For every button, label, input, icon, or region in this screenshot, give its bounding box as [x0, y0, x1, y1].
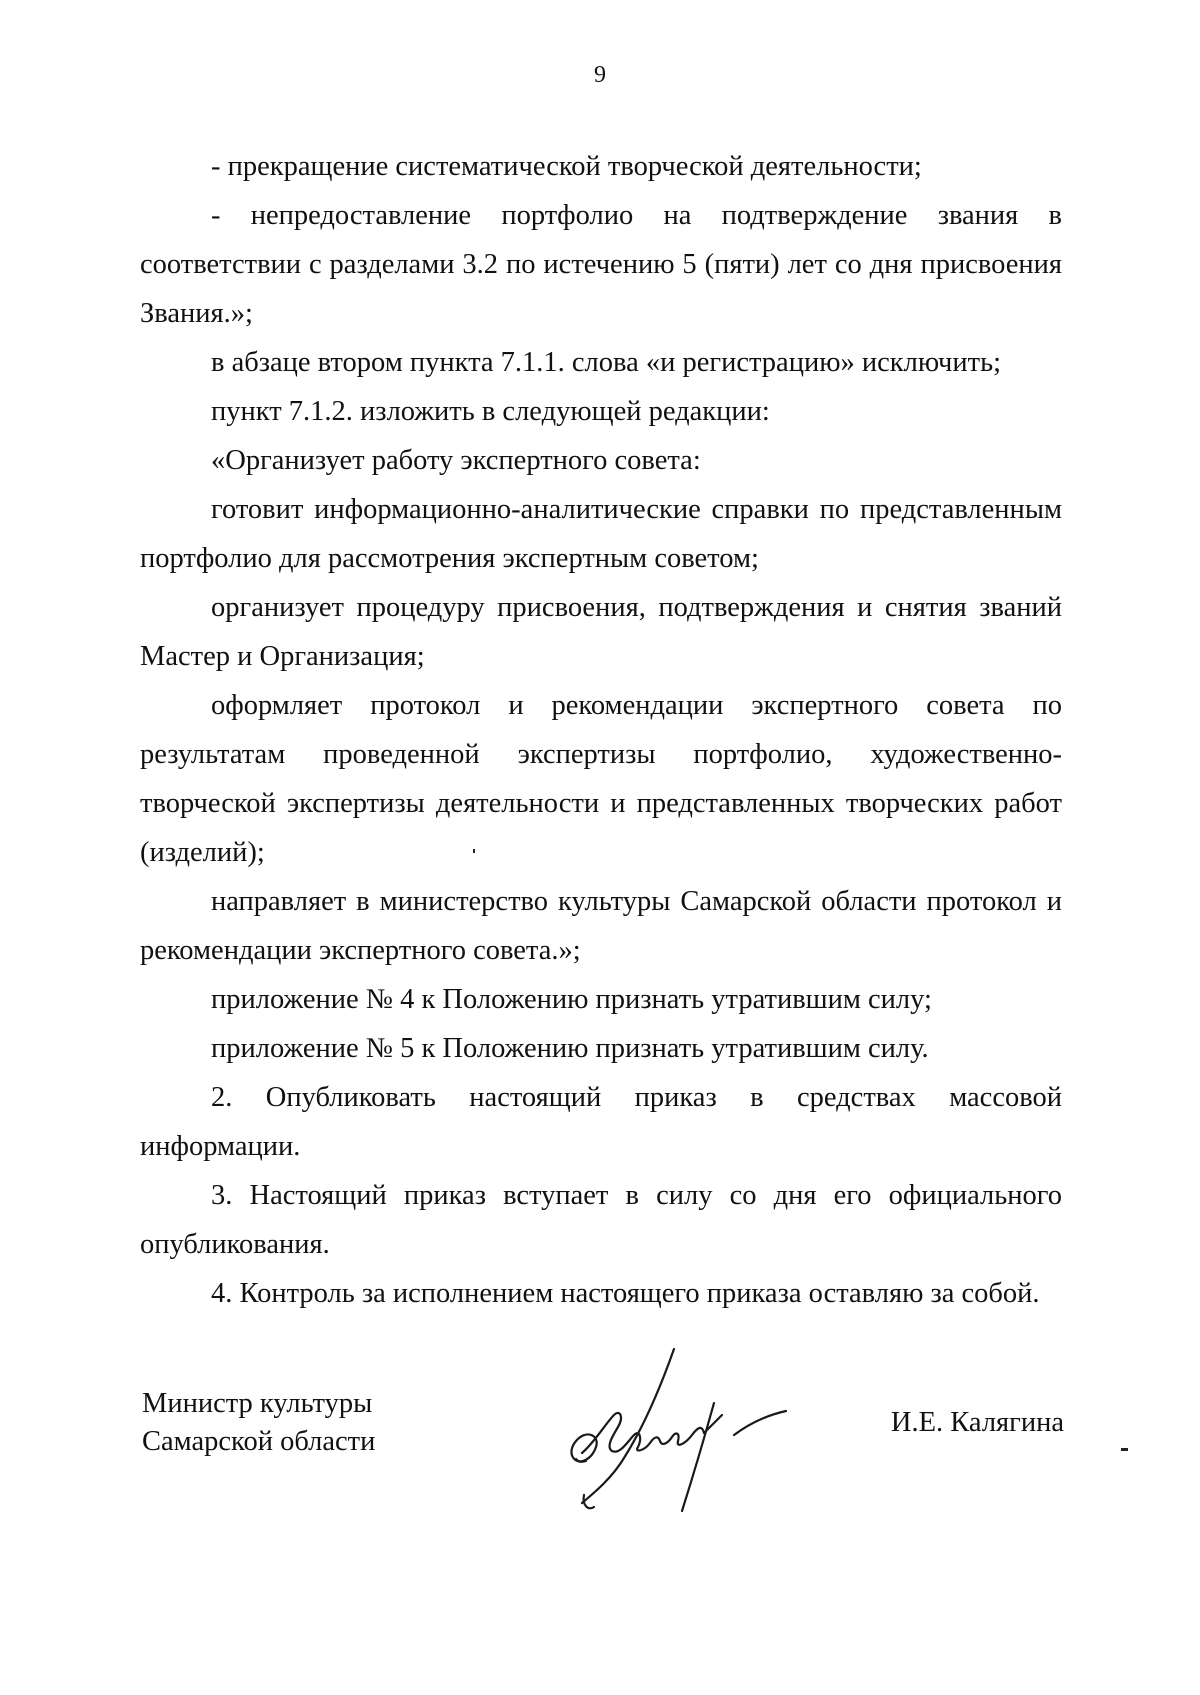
paragraph: 4. Контроль за исполнением настоящего приказа оставляю за собой.: [211, 1278, 1040, 1309]
paragraph: приложение № 4 к Положению признать утратившим силу;: [211, 984, 932, 1015]
signer-name: И.Е. Калягина: [890, 1407, 1064, 1438]
signer-title-line: Самарской области: [142, 1426, 376, 1457]
document-body: [140, 142, 1062, 1318]
page-number: 9: [594, 62, 606, 88]
paragraph: приложение № 5 к Положению признать утратившим силу.: [211, 1033, 929, 1064]
signature-block: [140, 1385, 1062, 1585]
paragraph: направляет в министерство культуры Самарской области протокол и рекомендации экспертного совета.»;: [140, 886, 1062, 966]
paragraph: 3. Настоящий приказ вступает в силу со дня его официального опубликования.: [140, 1180, 1062, 1260]
paragraph: в абзаце втором пункта 7.1.1. слова «и регистрацию» исключить;: [211, 347, 1002, 378]
paragraph: «Организует работу экспертного совета:: [211, 445, 701, 476]
handwritten-signature: [554, 1343, 804, 1518]
paragraph: 2. Опубликовать настоящий приказ в средствах массовой информации.: [140, 1082, 1062, 1162]
paragraph: - прекращение систематической творческой деятельности;: [211, 151, 922, 182]
signer-title: [142, 1385, 375, 1461]
paragraph: оформляет протокол и рекомендации экспертного совета по результатам проведенной экспертизы портфолио, художественно-творческой экспертизы деятельности и представленных творческих работ (изделий);: [140, 690, 1062, 868]
paragraph: готовит информационно-аналитические справки по представленным портфолио для рассмотрения экспертным советом;: [140, 494, 1062, 574]
paragraph: пункт 7.1.2. изложить в следующей редакции:: [211, 396, 770, 427]
signer-title-line: Министр культуры: [142, 1388, 373, 1419]
scan-artifact: [1121, 1448, 1128, 1451]
scan-artifact: [473, 849, 475, 853]
paragraph: организует процедуру присвоения, подтверждения и снятия званий Мастер и Организация;: [140, 592, 1062, 672]
paragraph: - непредоставление портфолио на подтверждение звания в соответствии с разделами 3.2 по истечению 5 (пяти) лет со дня присвоения Звания.»;: [140, 200, 1062, 329]
